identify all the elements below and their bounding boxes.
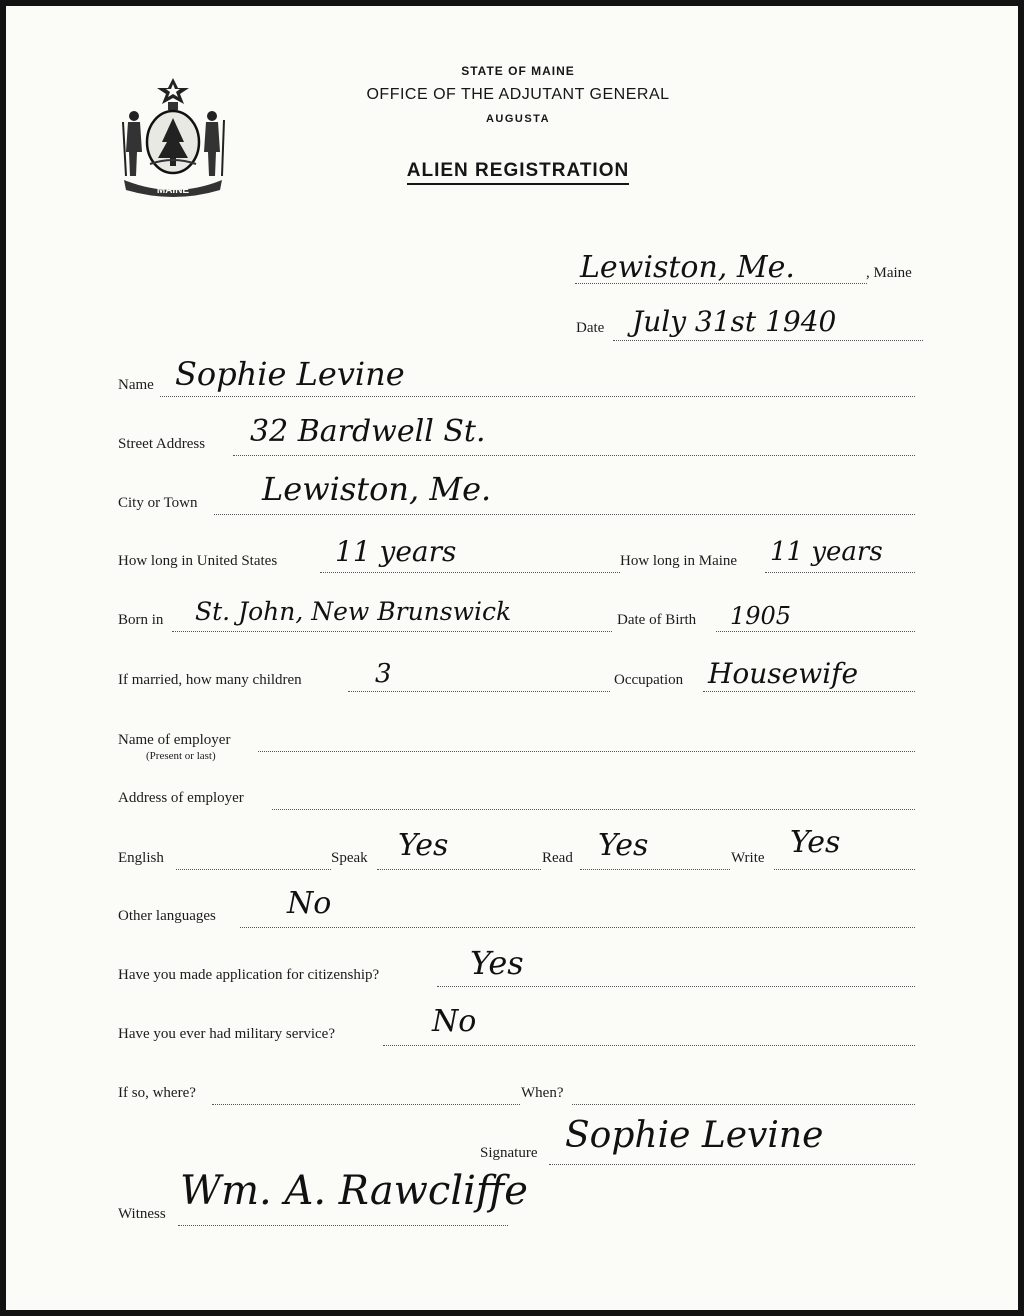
street-address-line (233, 455, 915, 456)
name-label: Name (118, 377, 154, 393)
form-title-text: ALIEN REGISTRATION (407, 160, 629, 185)
occupation-label: Occupation (614, 672, 684, 688)
children-value: 3 (375, 659, 392, 689)
witness-label: Witness (118, 1206, 166, 1222)
employer-name-line (258, 751, 915, 752)
employer-address-label: Address of employer (118, 790, 244, 806)
header-office: OFFICE OF THE ADJUTANT GENERAL (366, 86, 670, 103)
other-languages-label: Other languages (118, 908, 216, 924)
maine-residence-line (765, 572, 915, 573)
name-line (160, 396, 915, 397)
seal-banner-text: MAINE (156, 185, 190, 196)
other-languages-value: No (287, 886, 332, 921)
date-label: Date (576, 320, 605, 336)
speak-value: Yes (398, 828, 449, 863)
english-line (176, 869, 331, 870)
header-state: STATE OF MAINE (461, 64, 575, 78)
witness-value: Wm. A. Rawcliffe (180, 1168, 528, 1214)
speak-line (377, 869, 541, 870)
date-value: July 31st 1940 (632, 305, 837, 338)
children-line (348, 691, 610, 692)
street-address-value: 32 Bardwell St. (250, 414, 486, 449)
occupation-line (703, 691, 915, 692)
birthplace-line (172, 631, 612, 632)
write-value: Yes (790, 825, 841, 860)
write-label: Write (731, 850, 765, 866)
employer-address-line (272, 809, 915, 810)
us-residence-value: 11 years (335, 535, 457, 568)
citizenship-line (437, 986, 915, 987)
english-label: English (118, 850, 164, 866)
maine-label: , Maine (866, 265, 912, 281)
read-value: Yes (598, 828, 649, 863)
maine-residence-value: 11 years (770, 537, 883, 567)
birth-date-value: 1905 (730, 602, 792, 630)
birthplace-label: Born in (118, 612, 164, 628)
signature-label: Signature (480, 1145, 538, 1161)
birth-date-label: Date of Birth (617, 612, 697, 628)
speak-label: Speak (331, 850, 368, 866)
employer-name-label: Name of employer (118, 732, 231, 748)
signature-line (549, 1164, 915, 1165)
military-label: Have you ever had military service? (118, 1026, 335, 1042)
form-title (6, 160, 1024, 182)
read-label: Read (542, 850, 573, 866)
children-label: If married, how many children (118, 672, 302, 688)
city-value: Lewiston, Me. (262, 470, 492, 508)
citizenship-label: Have you made application for citizenship? (118, 967, 380, 983)
service-location-line (212, 1104, 520, 1105)
citizenship-value: Yes (470, 944, 524, 982)
write-line (774, 869, 915, 870)
city-label: City or Town (118, 495, 198, 511)
read-line (580, 869, 730, 870)
us-residence-label: How long in United States (118, 553, 278, 569)
date-line (613, 340, 923, 341)
birthplace-value: St. John, New Brunswick (195, 597, 512, 626)
service-location-label: If so, where? (118, 1085, 196, 1101)
place-value: Lewiston, Me. (580, 250, 795, 285)
city-line (214, 514, 915, 515)
birth-date-line (716, 631, 915, 632)
occupation-value: Housewife (708, 657, 859, 690)
name-value: Sophie Levine (175, 355, 405, 393)
service-date-label: When? (521, 1085, 564, 1101)
service-date-line (572, 1104, 915, 1105)
header-city: AUGUSTA (485, 113, 551, 125)
maine-residence-label: How long in Maine (620, 553, 738, 569)
witness-line (178, 1225, 508, 1226)
military-line (383, 1045, 915, 1046)
us-residence-line (320, 572, 620, 573)
military-value: No (432, 1004, 477, 1039)
employer-name-sublabel: (Present or last) (146, 750, 216, 762)
signature-value: Sophie Levine (565, 1115, 824, 1156)
street-address-label: Street Address (118, 436, 206, 452)
other-languages-line (240, 927, 915, 928)
